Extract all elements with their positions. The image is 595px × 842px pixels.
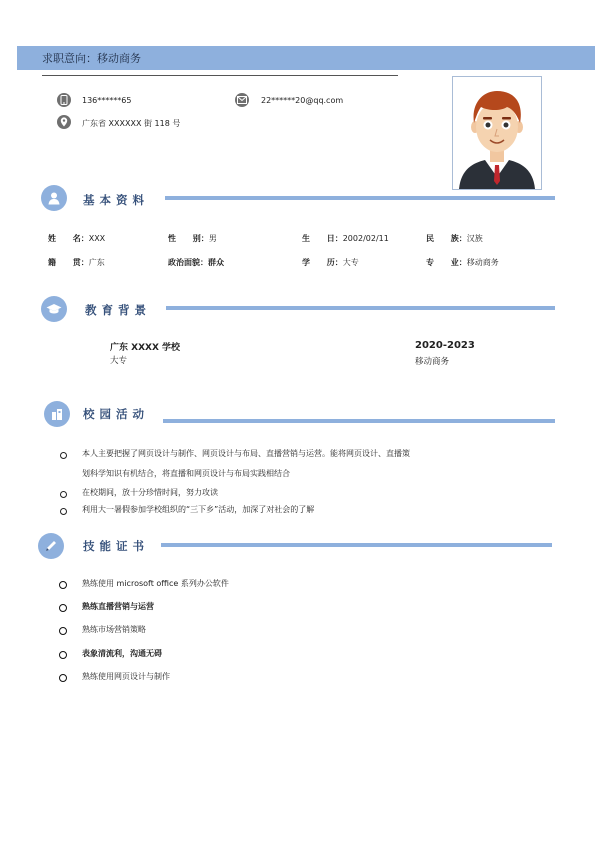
home-address: 广东省 XXXXXX 街 118 号 (82, 119, 181, 128)
education-major: 移动商务 (415, 357, 450, 367)
campus-item-2: 在校期间，放十分珍惜时间，努力攻读 (82, 488, 218, 497)
skill-item-4: 表象清流利，沟通无碍 (82, 649, 162, 658)
label-gender: 性 别： (168, 234, 209, 243)
pen-icon (38, 533, 64, 559)
label-name: 姓 名： (48, 234, 89, 243)
section-title-education: 教育背景 (85, 303, 151, 317)
skill-item-5: 熟练使用网页设计与制作 (82, 672, 170, 681)
section-title-campus: 校园活动 (83, 407, 149, 421)
phone-icon (57, 93, 71, 107)
email-address: 22******20@qq.com (261, 96, 344, 105)
bullet-dot (59, 674, 67, 682)
field-name (48, 233, 105, 244)
education-level: 大专 (110, 356, 128, 366)
section-rule-campus (163, 419, 555, 423)
value-gender: 男 (208, 234, 217, 243)
section-title-skills: 技能证书 (83, 539, 149, 553)
field-politics (168, 257, 224, 268)
location-icon (57, 115, 71, 129)
bullet-dot (60, 508, 67, 515)
label-ethnicity: 民 族： (426, 234, 467, 243)
label-degree: 学 历： (302, 258, 343, 267)
education-period: 2020-2023 (415, 340, 475, 351)
skill-item-2: 熟练直播营销与运营 (82, 602, 154, 611)
header-divider (42, 75, 398, 76)
section-rule-education (166, 306, 555, 310)
education-school: 广东 XXXX 学校 (110, 343, 181, 353)
bullet-dot (59, 604, 67, 612)
bullet-dot (60, 491, 67, 498)
skill-item-3: 熟练市场营销策略 (82, 625, 146, 634)
label-major: 专 业： (426, 258, 467, 267)
section-rule-skills (161, 543, 552, 547)
value-major: 移动商务 (466, 258, 499, 267)
email-icon (235, 93, 249, 107)
bullet-dot (59, 627, 67, 635)
bullet-dot (60, 452, 67, 459)
value-degree: 大专 (342, 258, 359, 267)
campus-item-1: 本人主要把握了网页设计与制作、网页设计与布局、直播营销与运营。能将网页设计、直播策 (82, 449, 410, 458)
label-birth: 生 日： (302, 234, 343, 243)
field-origin (48, 257, 105, 268)
profile-photo (452, 76, 542, 190)
value-ethnicity: 汉族 (466, 234, 483, 243)
activity-icon (44, 401, 70, 427)
section-rule-basic (165, 196, 555, 200)
job-objective: 求职意向：移动商务 (42, 52, 141, 65)
person-icon (41, 185, 67, 211)
value-name: XXX (88, 234, 106, 243)
value-politics: 群众 (208, 258, 224, 267)
field-birth (302, 233, 389, 244)
phone-number: 136******65 (82, 96, 132, 105)
field-gender (168, 233, 217, 244)
campus-item-3: 利用大一暑假参加学校组织的“三下乡”活动，加深了对社会的了解 (82, 505, 315, 514)
campus-item-1-cont: 划科学知识有机结合，将直播和网页设计与布局实践相结合 (82, 469, 290, 478)
label-origin: 籍 贯： (48, 258, 89, 267)
bullet-dot (59, 581, 67, 589)
skill-item-1: 熟练使用 microsoft office 系列办公软件 (82, 579, 229, 588)
field-ethnicity (426, 233, 483, 244)
avatar-illustration (453, 77, 541, 189)
value-birth: 2002/02/11 (342, 234, 389, 243)
value-origin: 广东 (88, 258, 105, 267)
field-degree (302, 257, 359, 268)
field-major (426, 257, 499, 268)
graduation-cap-icon (41, 296, 67, 322)
section-title-basic: 基本资料 (83, 193, 149, 207)
label-politics: 政治面貌： (168, 258, 208, 267)
bullet-dot (59, 651, 67, 659)
